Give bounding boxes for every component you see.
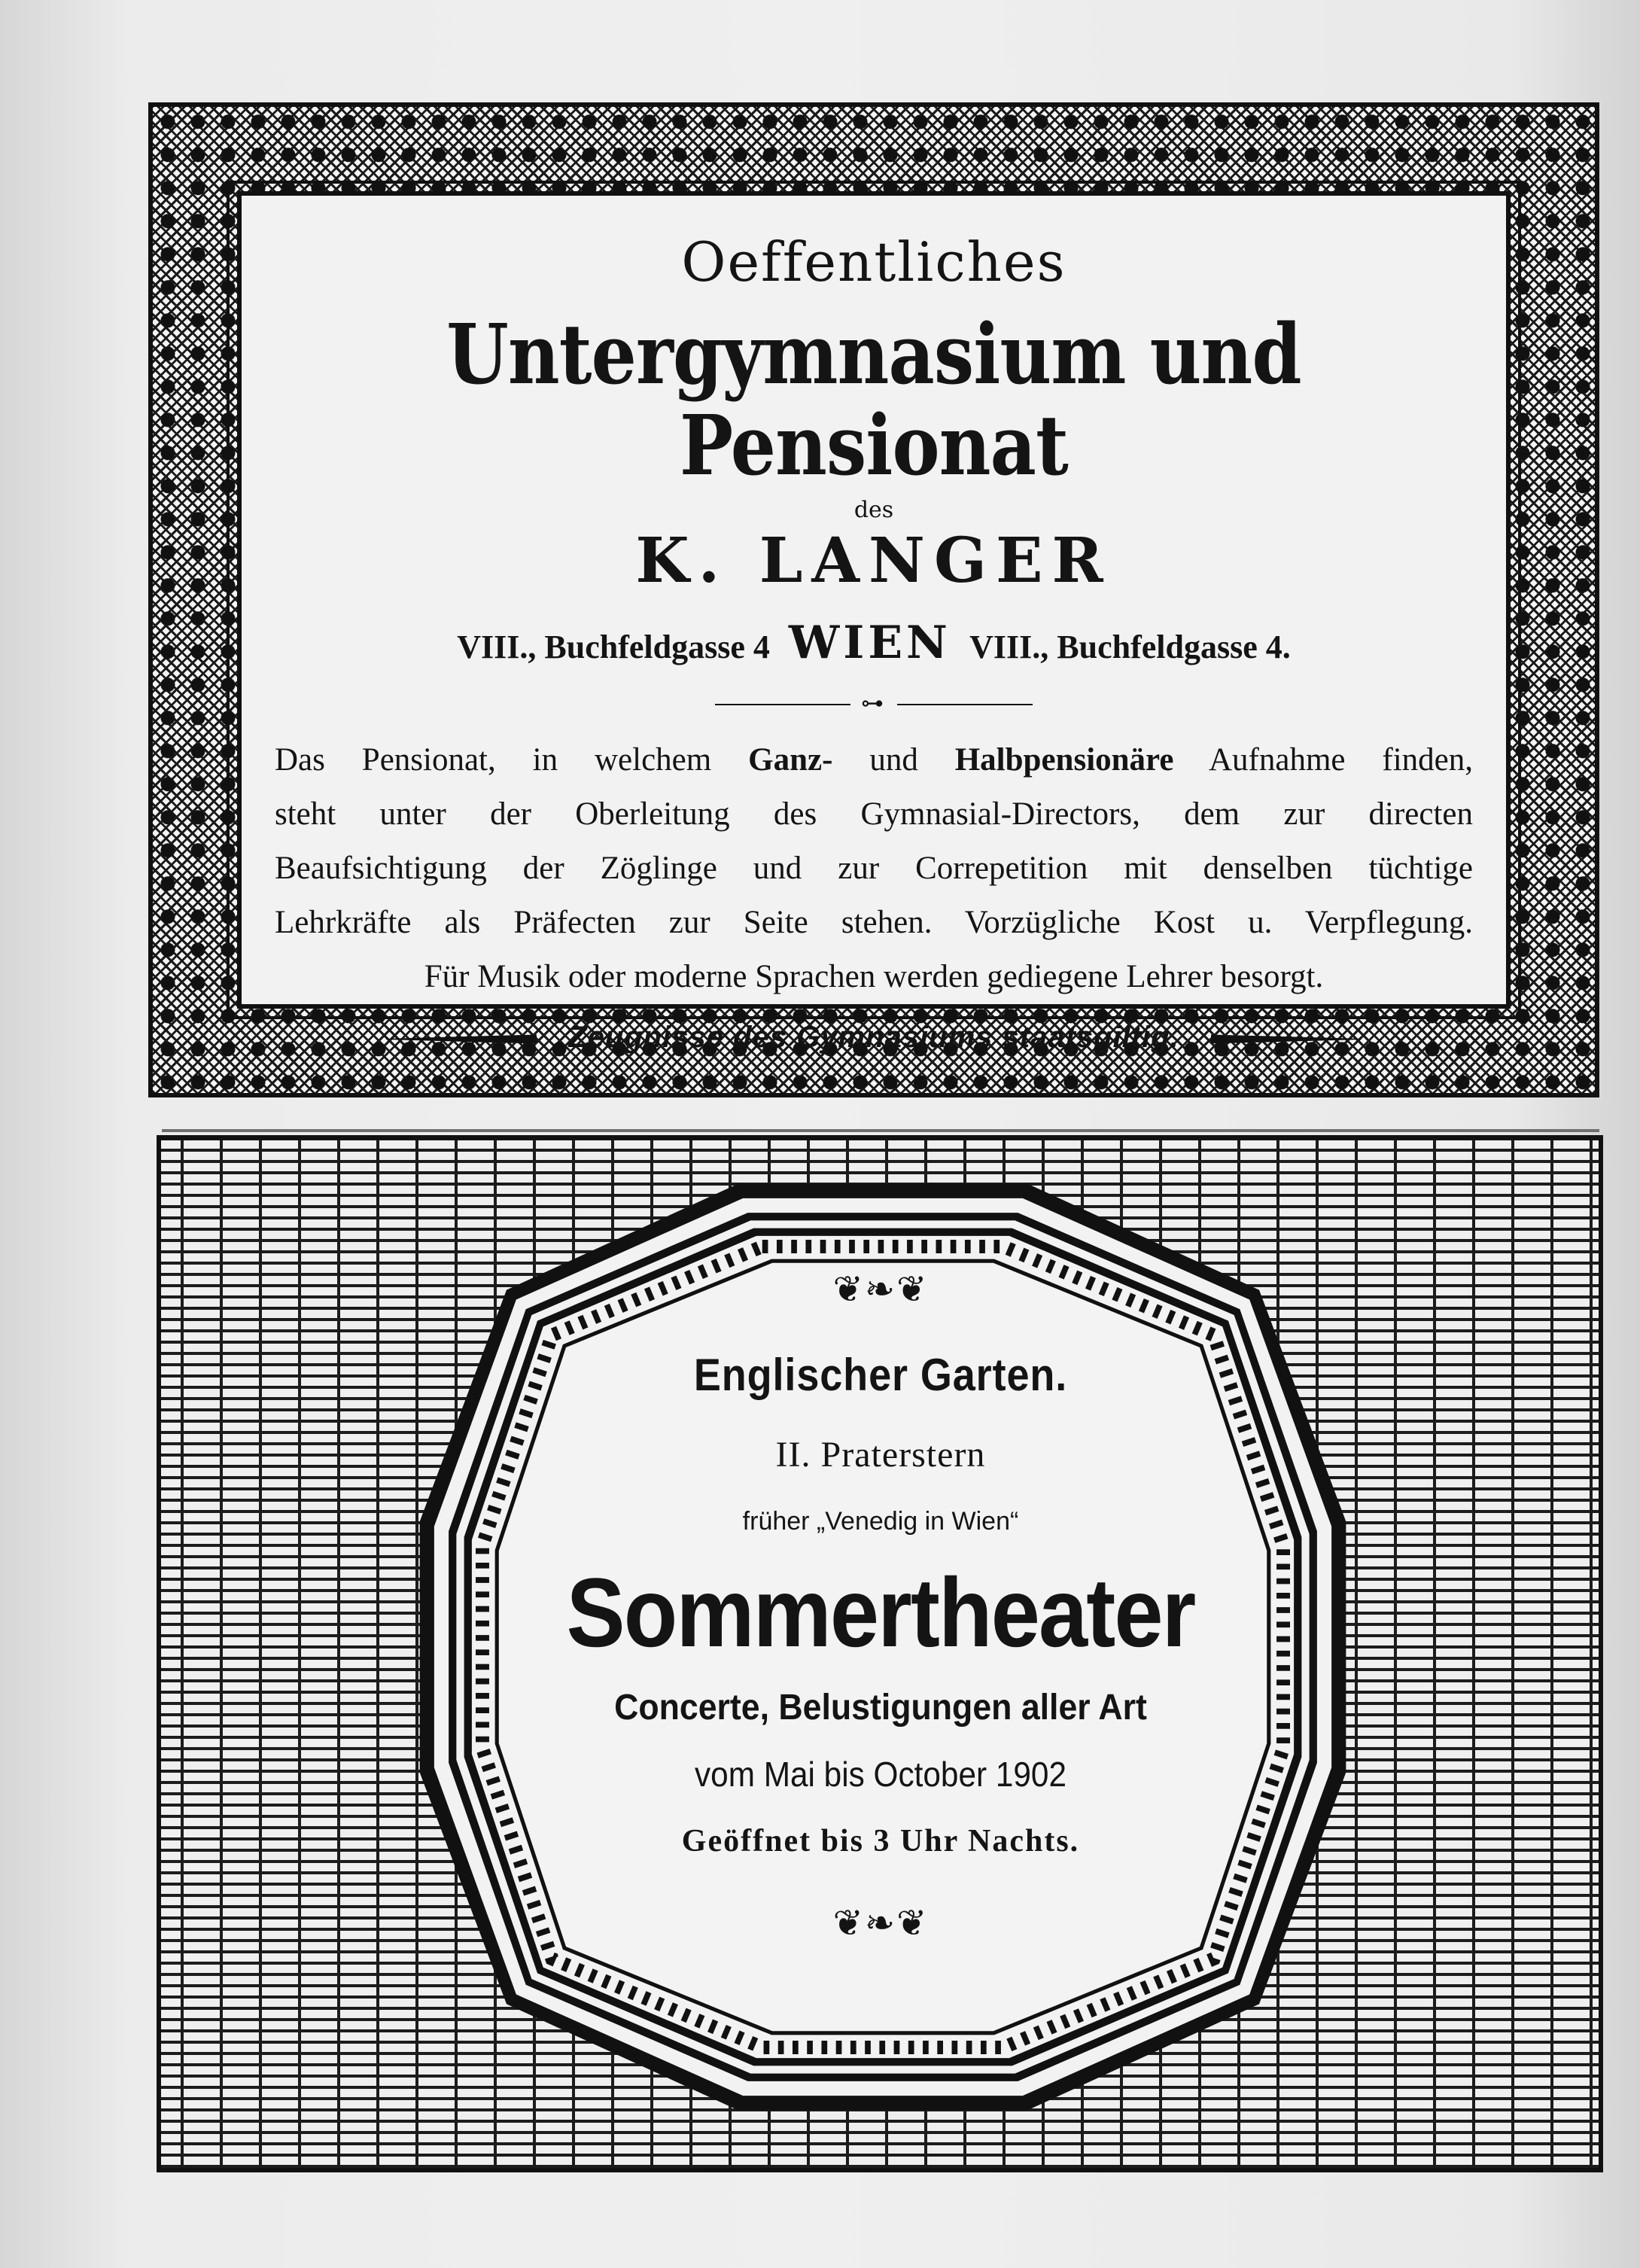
address-line — [249, 616, 1499, 669]
owner-name: K. LANGER — [635, 525, 1112, 597]
description-line-1-part-d: Halbpensionäre — [954, 742, 1174, 778]
description-line-3: Beaufsichtigung der Zöglinge und zur Correpetition mit denselben tüchtige — [275, 851, 1473, 886]
certificate-note — [249, 1021, 1499, 1055]
flourish-bottom-icon: ❦❧❦ — [832, 1904, 929, 1944]
headline-sommertheater: Sommertheater — [566, 1557, 1195, 1667]
description-line-1-part-b: Ganz- — [748, 742, 833, 778]
flourish-top-icon: ❦❧❦ — [832, 1270, 929, 1310]
description-line-1-part-a: Das Pensionat, in welchem — [275, 742, 749, 778]
description-line-2: steht unter der Oberleitung des Gymnasial-Directors, dem zur directen — [275, 796, 1473, 832]
certificate-note-text: Zeugnisse des Gymnasiums staatsgiltig. — [568, 1021, 1179, 1054]
city-name: WIEN — [788, 616, 951, 669]
season-line: vom Mai bis October 1902 — [695, 1755, 1066, 1794]
spike-ornament-left — [386, 1034, 537, 1043]
description-line-4: Lehrkräfte als Präfecten zur Seite stehen. Vorzügliche Kost u. Verpflegung. — [275, 905, 1473, 940]
divider-ornament-icon: ⊶ — [861, 690, 887, 717]
spike-ornament-right — [1211, 1034, 1362, 1043]
divider-line-right — [897, 704, 1033, 705]
school-ad-content — [249, 203, 1499, 1054]
attractions-line: Concerte, Belustigungen aller Art — [614, 1688, 1147, 1728]
opening-hours: Geöffnet bis 3 Uhr Nachts. — [681, 1824, 1080, 1859]
description-line-1 — [275, 733, 1473, 787]
divider-line-left — [715, 704, 850, 705]
des-label: des — [853, 497, 894, 523]
description-text — [275, 733, 1473, 1004]
divider-ornament — [249, 690, 1499, 717]
description-line-5: Für Musik oder moderne Sprachen werden gediegene Lehrer besorgt. — [424, 959, 1324, 994]
school-advertisement — [148, 102, 1599, 1097]
description-line-1-part-c: und — [832, 742, 955, 778]
separator-rule — [162, 1129, 1599, 1132]
school-name-heading: Untergymnasium und Pensionat — [446, 306, 1301, 494]
address-right: VIII., Buchfeldgasse 4. — [969, 629, 1291, 665]
venue-location: II. Praterstern — [775, 1435, 986, 1475]
venue-name: Englischer Garten. — [693, 1350, 1068, 1400]
oeffentliches-heading: Oeffentliches — [681, 230, 1066, 294]
address-left: VIII., Buchfeldgasse 4 — [457, 629, 770, 665]
theater-ad-content — [467, 1272, 1295, 1942]
description-line-1-part-e: Aufnahme finden, — [1173, 742, 1473, 778]
former-name: früher „Venedig in Wien“ — [742, 1507, 1019, 1536]
